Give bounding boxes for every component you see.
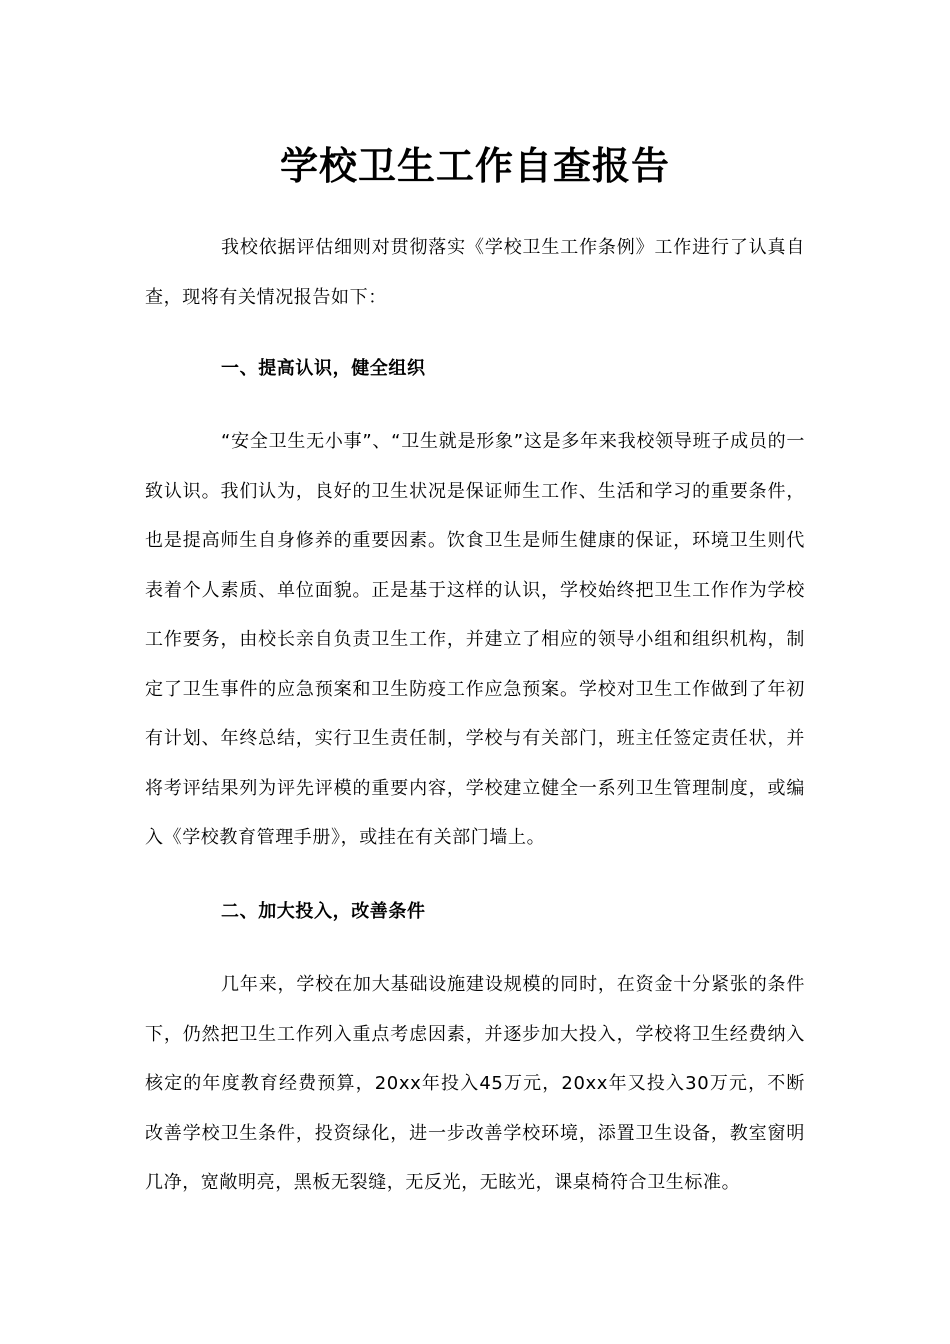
intro-paragraph: 我校依据评估细则对贯彻落实《学校卫生工作条例》工作进行了认真自查，现将有关情况报告如下：	[145, 237, 805, 308]
document-title: 学校卫生工作自查报告	[279, 144, 670, 188]
section-body-2: 几年来，学校在加大基础设施建设规模的同时，在资金十分紧张的条件下，仍然把卫生工作列入重点考虑因素，并逐步加大投入，学校将卫生经费纳入核定的年度教育经费预算，20xx年投入45万元，20xx年又投入30万元，不断改善学校卫生条件，投资绿化，进一步改善学校环境，添置卫生设备，教室窗明几净，宽敞明亮，黑板无裂缝，无反光，无眩光，课桌椅符合卫生标准。	[145, 974, 805, 1193]
section-body-1: “安全卫生无小事”、“卫生就是形象”这是多年来我校领导班子成员的一致认识。我们认为，良好的卫生状况是保证师生工作、生活和学习的重要条件，也是提高师生自身修养的重要因素。饮食卫生是师生健康的保证，环境卫生则代表着个人素质、单位面貌。正是基于这样的认识，学校始终把卫生工作作为学校工作要务，由校长亲自负责卫生工作，并建立了相应的领导小组和组织机构，制定了卫生事件的应急预案和卫生防疫工作应急预案。学校对卫生工作做到了年初有计划、年终总结，实行卫生责任制，学校与有关部门，班主任签定责任状，并将考评结果列为评先评模的重要内容，学校建立健全一系列卫生管理制度，或编入《学校教育管理手册》，或挂在有关部门墙上。	[145, 431, 805, 848]
section-heading-1: 一、提高认识，健全组织	[221, 358, 426, 379]
section-heading-2: 二、加大投入，改善条件	[221, 901, 426, 922]
